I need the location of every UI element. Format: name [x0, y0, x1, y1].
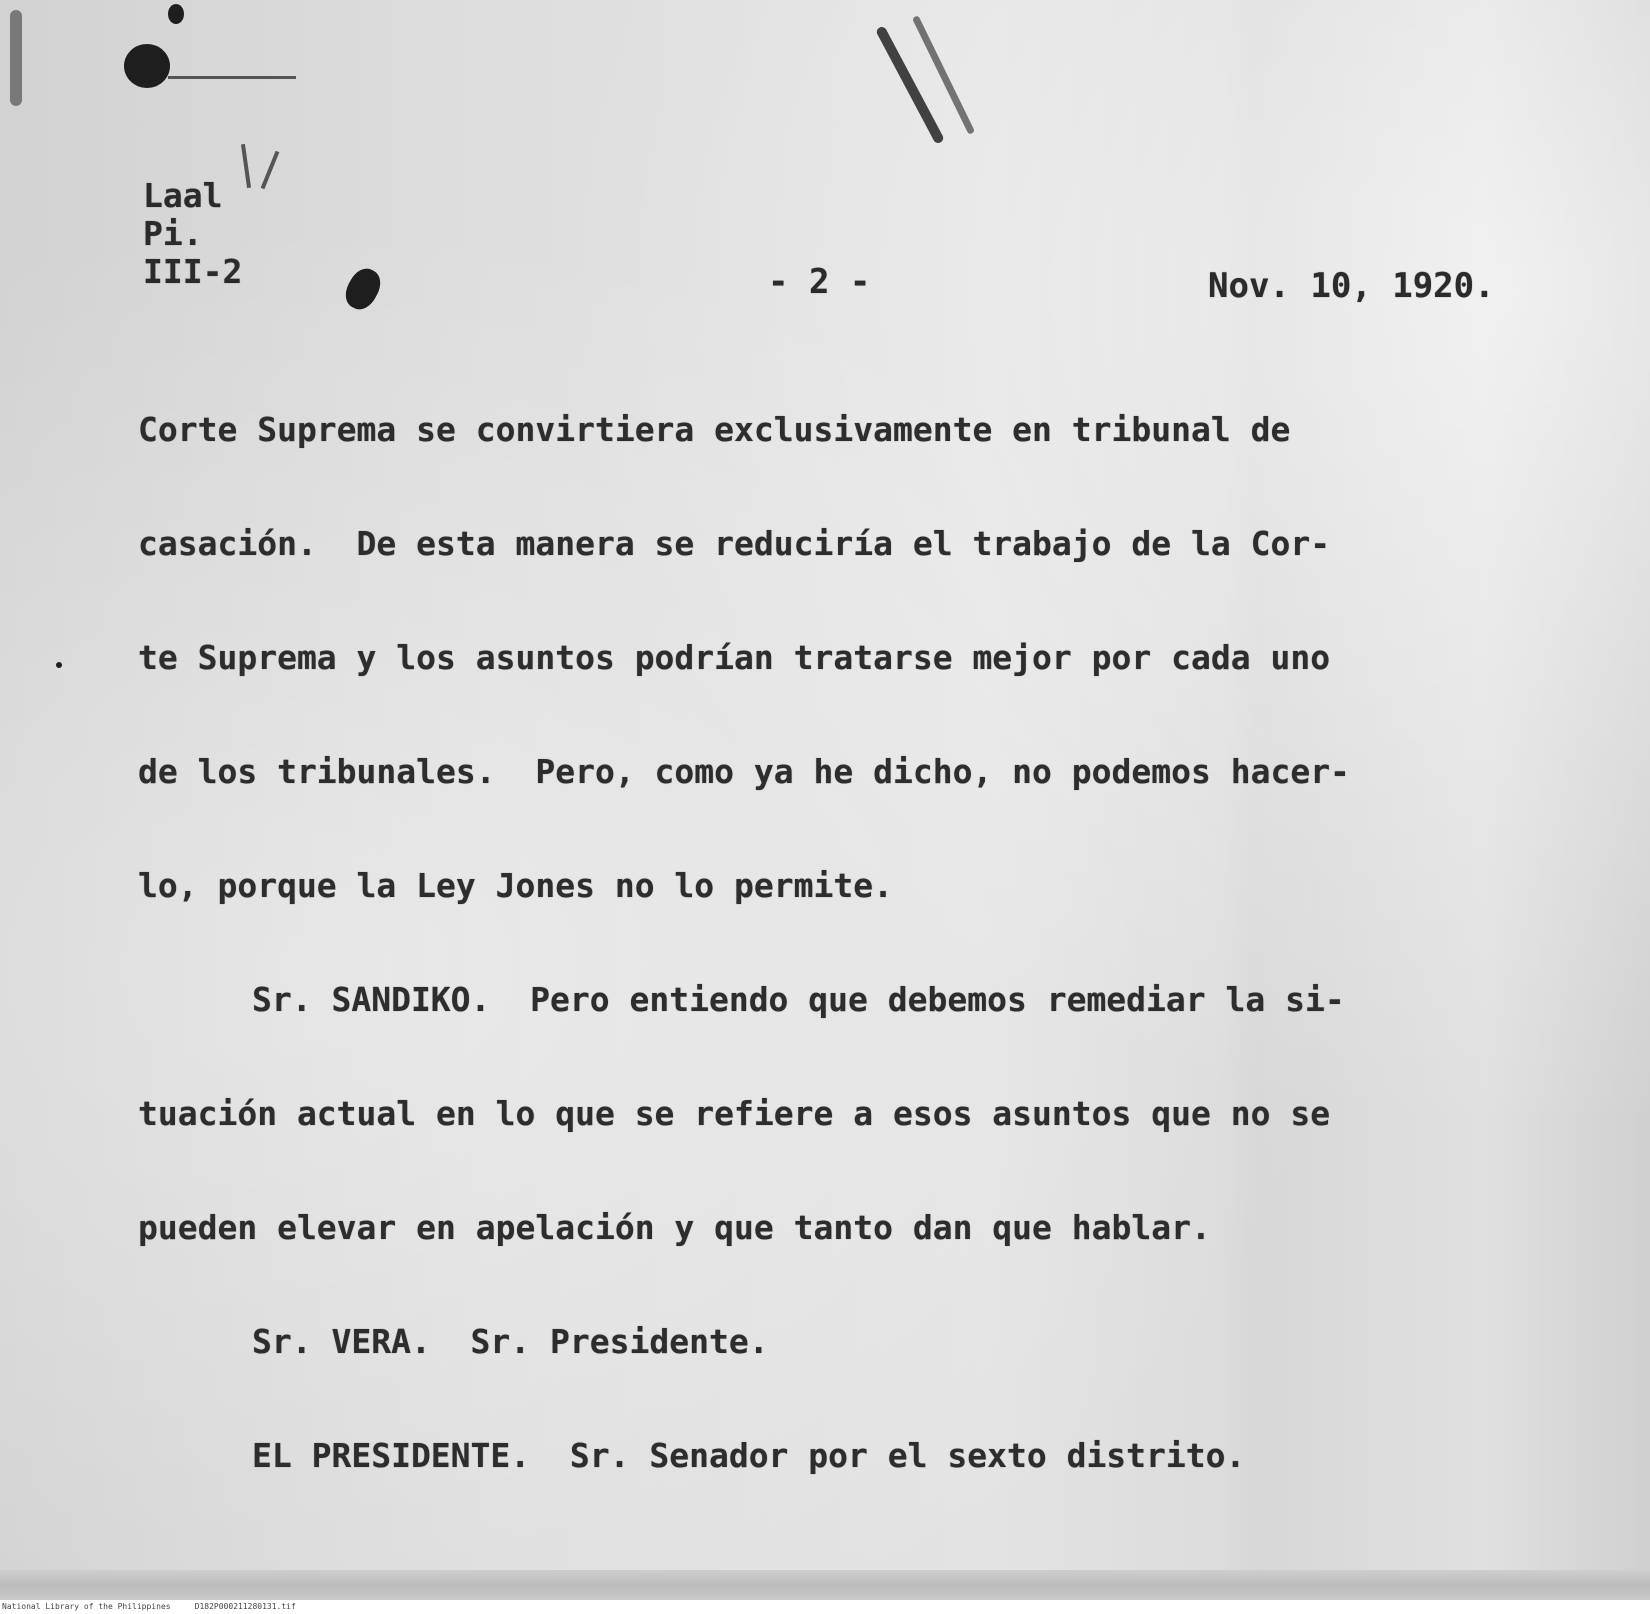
text-line: pueden elevar en apelación y que tanto dan que hablar.: [138, 1208, 1211, 1247]
ink-blot: [124, 44, 170, 88]
text-line: tuación actual en lo que se refiere a esos asuntos que no se: [138, 1094, 1331, 1133]
text-line: Corte Suprema se convirtiera exclusivamente en tribunal de: [138, 410, 1291, 449]
archive-caption: National Library of the Philippines D182P000211280131.tif: [2, 1602, 296, 1611]
pen-stroke: [261, 151, 280, 190]
ink-blot: [168, 4, 184, 24]
smudge-streak: [875, 25, 945, 144]
reference-line: Pi.: [143, 214, 203, 253]
text-line: Sr. SANDIKO. Pero entiendo que debemos remediar la si-: [252, 980, 1345, 1019]
text-line: de los tribunales. Pero, como ya he dicho, no podemos hacer-: [138, 752, 1350, 791]
ink-blot: [340, 263, 386, 314]
reference-line: III-2: [143, 252, 243, 291]
ink-dot: [56, 662, 62, 668]
smudge-streak: [10, 10, 22, 106]
reference-line: Laal: [143, 176, 223, 215]
page-bottom-edge: [0, 1570, 1650, 1600]
document-date: Nov. 10, 1920.: [1208, 266, 1495, 306]
page-number: - 2 -: [768, 262, 871, 302]
text-line: casación. De esta manera se reduciría el trabajo de la Cor-: [138, 524, 1331, 563]
pen-stroke: [241, 144, 251, 188]
text-line: te Suprema y los asuntos podrían tratarse mejor por cada uno: [138, 638, 1331, 677]
text-line: Sr. VERA. Sr. Presidente.: [252, 1322, 769, 1361]
text-line: lo, porque la Ley Jones no lo permite.: [138, 866, 893, 905]
text-line: EL PRESIDENTE. Sr. Senador por el sexto distrito.: [252, 1436, 1246, 1475]
pen-stroke: [168, 76, 296, 79]
